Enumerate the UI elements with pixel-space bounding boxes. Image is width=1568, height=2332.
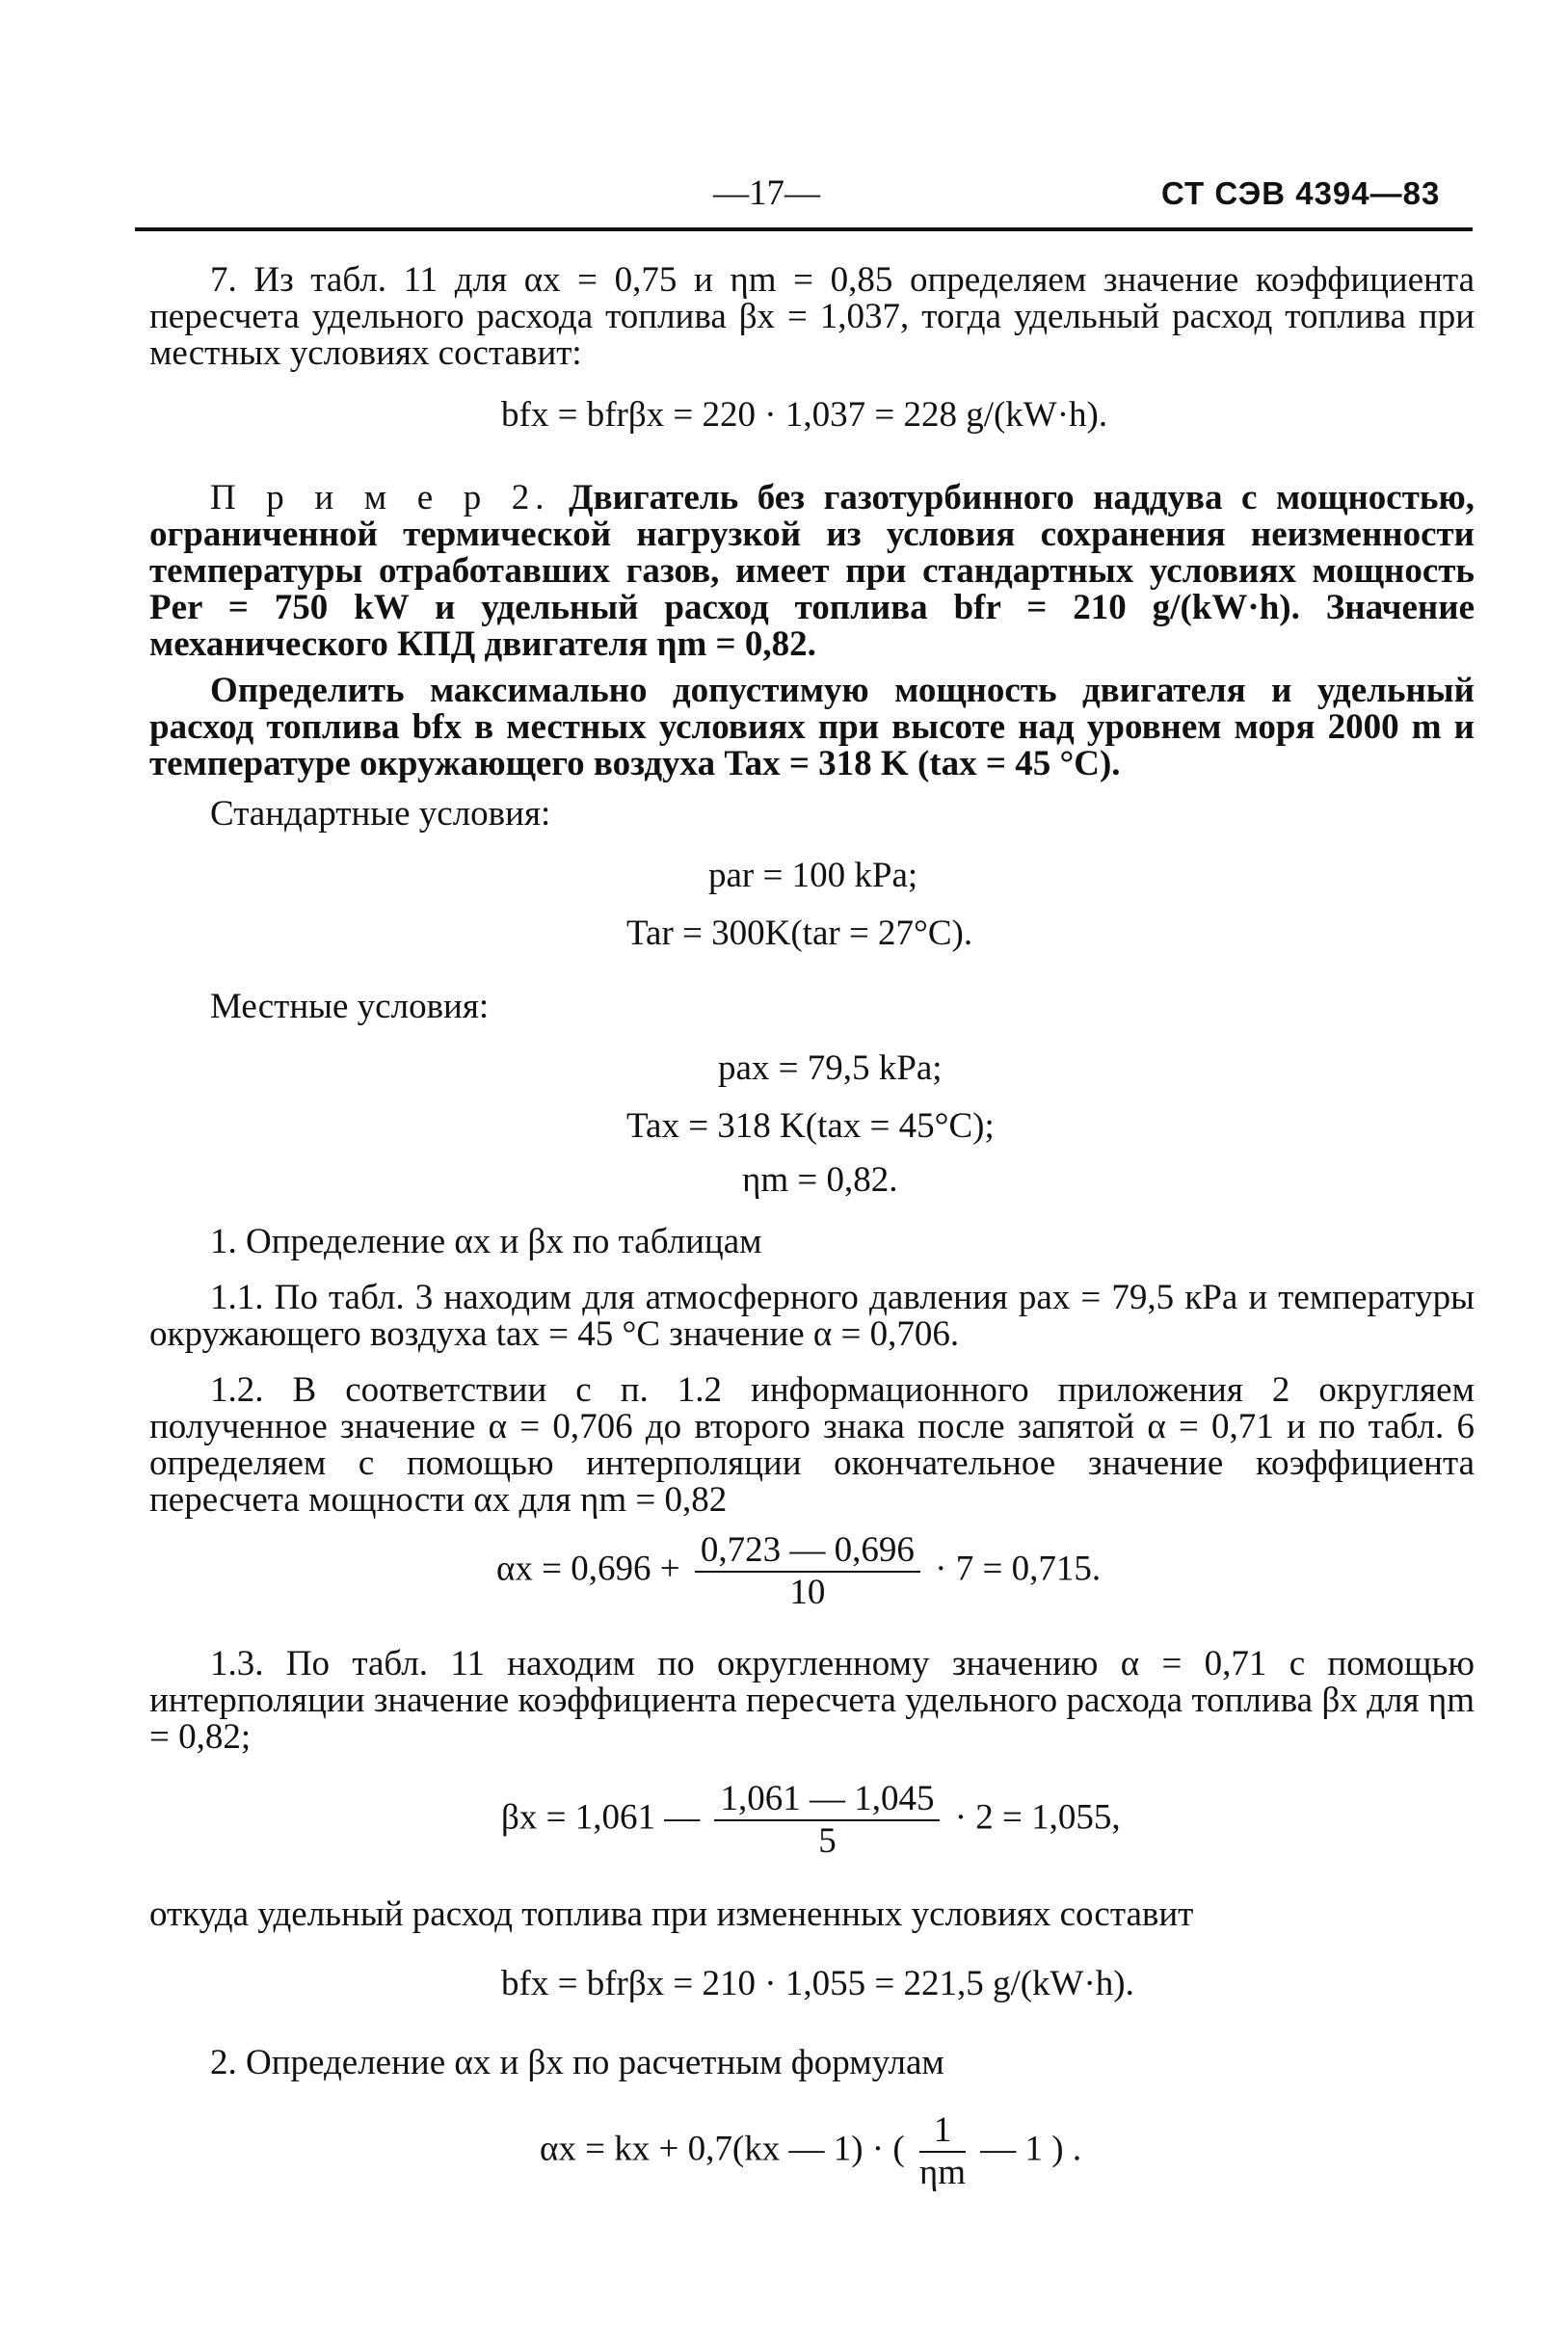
header-rule — [135, 227, 1473, 231]
section-2-formula-lhs: αx = kx + 0,7(kx — 1) · ( — [540, 2129, 905, 2169]
example-2-task: Определить максимально допустимую мощность двигателя и удельный расход топлива bfx в местных условиях при высоте над уровнем моря 2000 m и температуре окружающего воздуха Tax = 318 K (tax = 45 °C). — [149, 671, 1475, 783]
example-2-text: Двигатель без газотурбинного наддува с мощностью, ограниченной термической нагрузкой из условия сохранения неизменности температуры отработавших газов, имеет при стандартных условиях мощность Per = 750 kW и удельный расход топлива bfr = 210 g/(kW·h). Значение механического КПД двигателя ηm = 0,82. — [149, 478, 1475, 664]
alpha-calculation-formula — [540, 2112, 1081, 2191]
alpha-formula-denominator: 10 — [789, 1573, 826, 1612]
beta-formula-lhs: βx = 1,061 — — [501, 1797, 701, 1838]
section-2-formula-denominator: ηm — [918, 2153, 967, 2192]
alpha-formula-lhs: αx = 0,696 + — [496, 1549, 680, 1589]
standard-pressure: par = 100 kPa; — [708, 856, 918, 895]
section-2-formula-numerator: 1 — [919, 2112, 966, 2153]
alpha-formula-fraction — [695, 1532, 920, 1611]
section-2-formula-fraction — [919, 2112, 966, 2191]
standard-conditions-title: Стандартные условия: — [210, 794, 551, 834]
local-efficiency: ηm = 0,82. — [742, 1160, 898, 1200]
beta-interpolation-formula — [501, 1781, 1121, 1860]
alpha-formula-rhs: · 7 = 0,715. — [935, 1549, 1102, 1589]
local-conditions-title: Местные условия: — [210, 987, 490, 1026]
section-2-formula-rhs: — 1 ) . — [980, 2129, 1082, 2169]
beta-formula-numerator: 1,061 — 1,045 — [714, 1781, 940, 1821]
standard-code: СТ СЭВ 4394—83 — [1161, 175, 1441, 211]
fuel-consumption-formula: bfx = bfrβx = 210 · 1,055 = 221,5 g/(kW·h). — [501, 1964, 1134, 2003]
item-7-formula: bfx = bfrβx = 220 · 1,037 = 228 g/(kW·h). — [501, 395, 1108, 435]
paragraph-1-1: 1.1. По табл. 3 находим для атмосферного давления pax = 79,5 кРа и температуры окружающего воздуха tax = 45 °С значение α = 0,706. — [149, 1278, 1475, 1354]
beta-formula-rhs: · 2 = 1,055, — [954, 1797, 1121, 1838]
paragraph-1-2: 1.2. В соответствии с п. 1.2 информационного приложения 2 округляем полученное значение α = 0,706 до второго знака после запятой α = 0,71 и по табл. 6 определяем с помощью интерполяции окончательное значение коэффициента пересчета мощности αx для ηm = 0,82 — [149, 1370, 1475, 1520]
example-2-paragraph — [149, 480, 1475, 663]
page-number: —17— — [713, 173, 820, 213]
section-2-title: 2. Определение αx и βx по расчетным формулам — [210, 2043, 944, 2082]
beta-formula-denominator: 5 — [818, 1821, 837, 1861]
beta-formula-fraction — [714, 1781, 940, 1860]
local-temperature: Tax = 318 K(tax = 45°C); — [626, 1106, 995, 1146]
local-pressure: pax = 79,5 kPa; — [718, 1048, 943, 1088]
standard-temperature: Tar = 300K(tar = 27°C). — [626, 914, 973, 953]
conclusion-text: откуда удельный расход топлива при измененных условиях составит — [149, 1895, 1194, 1934]
alpha-interpolation-formula — [496, 1532, 1101, 1611]
alpha-formula-numerator: 0,723 — 0,696 — [695, 1532, 920, 1573]
item-7-text: 7. Из табл. 11 для αx = 0,75 и ηm = 0,85 определяем значение коэффициента пересчета удельного расхода топлива βx = 1,037, тогда удельный расход топлива при местных условиях составит: — [149, 260, 1475, 373]
section-1-title: 1. Определение αx и βx по таблицам — [210, 1222, 762, 1261]
example-2-label: П р и м е р 2. — [210, 478, 550, 517]
paragraph-1-3: 1.3. По табл. 11 находим по округленному значению α = 0,71 с помощью интерполяции значение коэффициента пересчета удельного расхода топлива βx для ηm = 0,82; — [149, 1644, 1475, 1757]
